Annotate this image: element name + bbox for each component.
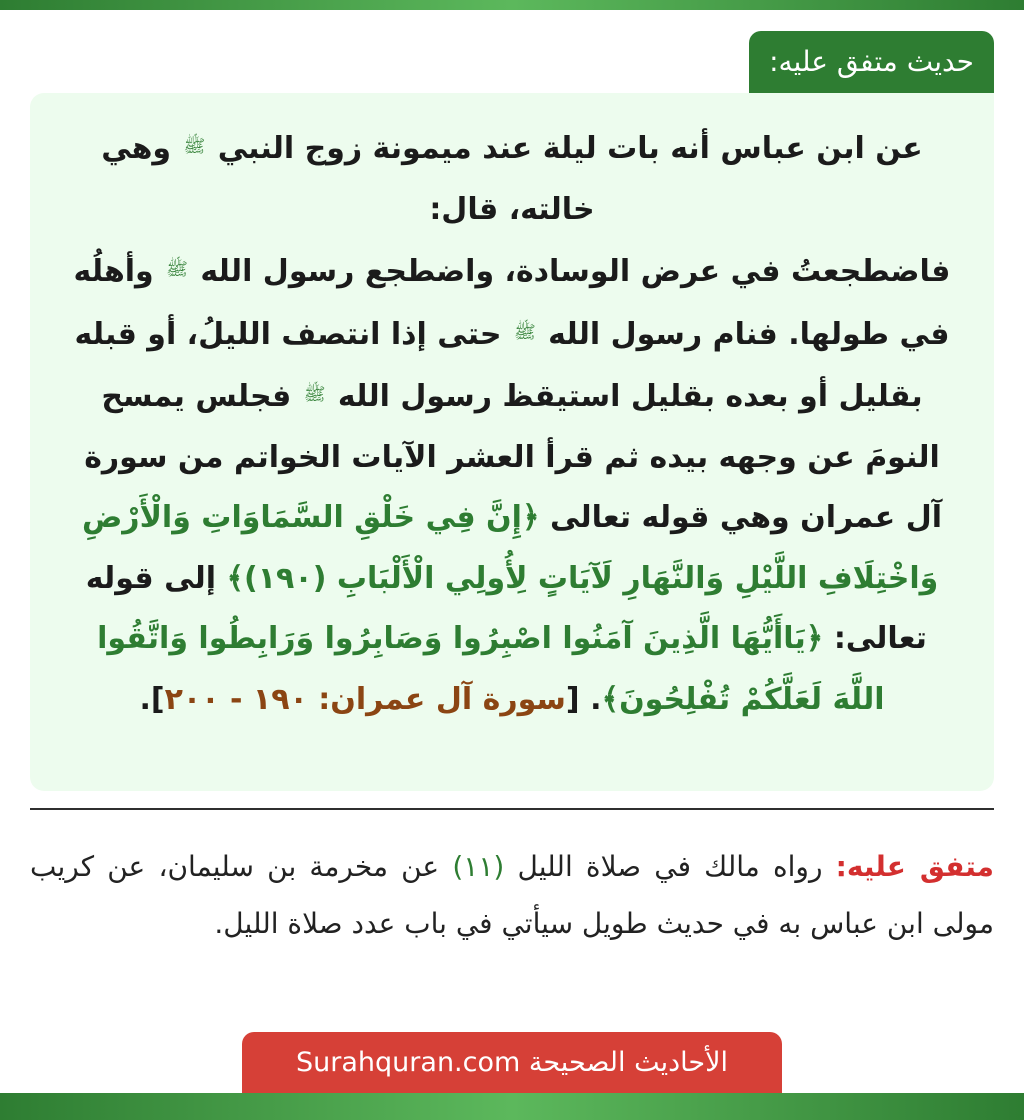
honorific-icon: ﷺ bbox=[166, 259, 188, 280]
hadith-punctuation: ]. bbox=[139, 681, 165, 717]
quran-verse: ﴿إِنَّ فِي خَلْقِ السَّمَاوَاتِ وَالْأَرْضِ وَاخْتِلَافِ اللَّيْلِ وَالنَّهَارِ لَآيَاتٍ لِأُولِي الْأَلْبَابِ (١٩٠)﴾ bbox=[81, 500, 939, 596]
hadith-type-tag: حديث متفق عليه: bbox=[749, 31, 994, 93]
hadith-body-text: فاضطجعتُ في عرض الوسادة، واضطجع رسول الله bbox=[200, 254, 951, 289]
commentary-number: (١١) bbox=[452, 850, 505, 883]
hadith-body-text: حتى إذا انتصف الليلُ، أو قبله بقليل أو بعده بقليل استيقظ رسول الله bbox=[74, 316, 923, 414]
hadith-body-text: فجلس يمسح النومَ عن وجهه بيده ثم قرأ العشر الآيات الخواتم من سورة آل عمران وهي قوله تعالى bbox=[84, 379, 943, 535]
hadith-paragraph-body bbox=[66, 240, 958, 730]
top-decorative-bar bbox=[0, 0, 1024, 10]
hadith-intro-text: عن ابن عباس أنه بات ليلة عند ميمونة زوج النبي bbox=[217, 131, 923, 166]
bottom-decorative-bar bbox=[0, 1093, 1024, 1120]
hadith-body-text: إلى قوله تعالى: bbox=[85, 560, 927, 656]
commentary-body: عن مخرمة بن سليمان، عن كريب مولى ابن عباس به في حديث طويل سيأتي في باب عدد صلاة الليل. bbox=[30, 850, 994, 940]
hadith-text-box bbox=[30, 93, 994, 791]
quran-verse: ﴿يَاأَيُّهَا الَّذِينَ آمَنُوا اصْبِرُوا وَصَابِرُوا وَرَابِطُوا وَاتَّقُوا اللَّهَ لَعَلَّكُمْ تُفْلِحُونَ﴾ bbox=[97, 621, 885, 717]
site-badge: الأحاديث الصحيحة Surahquran.com bbox=[242, 1032, 782, 1093]
commentary-body: رواه مالك في صلاة الليل bbox=[517, 850, 823, 883]
section-divider bbox=[30, 808, 994, 810]
honorific-icon: ﷺ bbox=[183, 136, 206, 157]
hadith-intro-text-2: وهي خالته، قال: bbox=[101, 131, 595, 227]
commentary-text bbox=[30, 838, 994, 952]
hadith-paragraph-intro bbox=[66, 117, 958, 240]
hadith-body-text: وأهلُه في طولها. فنام رسول الله bbox=[73, 254, 950, 352]
honorific-icon: ﷺ bbox=[513, 321, 536, 343]
honorific-icon: ﷺ bbox=[303, 384, 326, 405]
commentary-label: متفق عليه: bbox=[835, 850, 995, 883]
hadith-punctuation: . [ bbox=[565, 681, 602, 717]
surah-reference: سورة آل عمران: ١٩٠ - ٢٠٠ bbox=[164, 681, 566, 717]
